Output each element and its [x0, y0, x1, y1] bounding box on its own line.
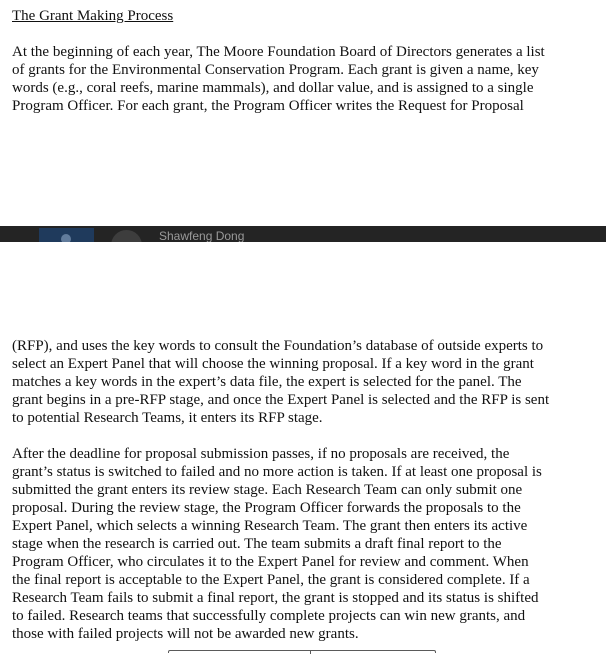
paragraph-line: to failed. Research teams that successfully complete projects can win new grants, and: [12, 608, 526, 624]
paragraph-review: [12, 445, 542, 643]
paragraph-line: Program Officer. For each grant, the Program Officer writes the Request for Proposal: [12, 98, 524, 114]
camera-icon: [61, 234, 71, 242]
paragraph-line: (RFP), and uses the key words to consult the Foundation’s database of outside experts to: [12, 338, 544, 354]
paragraph-line: words (e.g., coral reefs, marine mammals), and dollar value, and is assigned to a single: [12, 80, 534, 96]
paragraph-intro: [12, 43, 545, 115]
paragraph-rfp: [12, 337, 549, 427]
paragraph-line: matches a key words in the expert’s data file, the expert is selected for the panel. The: [12, 374, 522, 390]
paragraph-line: Program Officer, who circulates it to the Expert Panel for review and comment. When: [12, 554, 529, 570]
video-call-overlay-bar: [0, 226, 606, 242]
paragraph-line: the final report is acceptable to the Expert Panel, the grant is considered complete. If a: [12, 572, 530, 588]
paragraph-line: select an Expert Panel that will choose the winning proposal. If a key word in the grant: [12, 356, 534, 372]
paragraph-line: grant begins in a pre-RFP stage, and once the Expert Panel is selected and the RFP is sent: [12, 392, 550, 408]
paragraph-line: submitted the grant enters its review stage. Each Research Team can only submit one: [12, 482, 523, 498]
paragraph-line: After the deadline for proposal submission passes, if no proposals are received, the: [12, 446, 510, 462]
avatar[interactable]: [111, 230, 142, 242]
participant-name: Shawfeng Dong: [159, 229, 245, 242]
paragraph-line: Expert Panel, which selects a winning Research Team. The grant then enters its active: [12, 518, 528, 534]
paragraph-line: At the beginning of each year, The Moore Foundation Board of Directors generates a list: [12, 44, 545, 60]
document-title: The Grant Making Process: [12, 8, 174, 24]
paragraph-line: of grants for the Environmental Conservation Program. Each grant is given a name, key: [12, 62, 539, 78]
paragraph-line: stage when the research is carried out. The team submits a draft final report to the: [12, 536, 502, 552]
paragraph-line: Research Team fails to submit a final report, the grant is stopped and its status is shifted: [12, 590, 539, 606]
paragraph-line: those with failed projects will not be awarded new grants.: [12, 626, 359, 642]
participant-video-thumbnail[interactable]: [39, 228, 94, 242]
paragraph-line: grant’s status is switched to failed and no more action is taken. If at least one proposal is: [12, 464, 542, 480]
paragraph-line: proposal. During the review stage, the Program Officer forwards the proposals to the: [12, 500, 521, 516]
paragraph-line: to potential Research Teams, it enters its RFP stage.: [12, 410, 323, 426]
